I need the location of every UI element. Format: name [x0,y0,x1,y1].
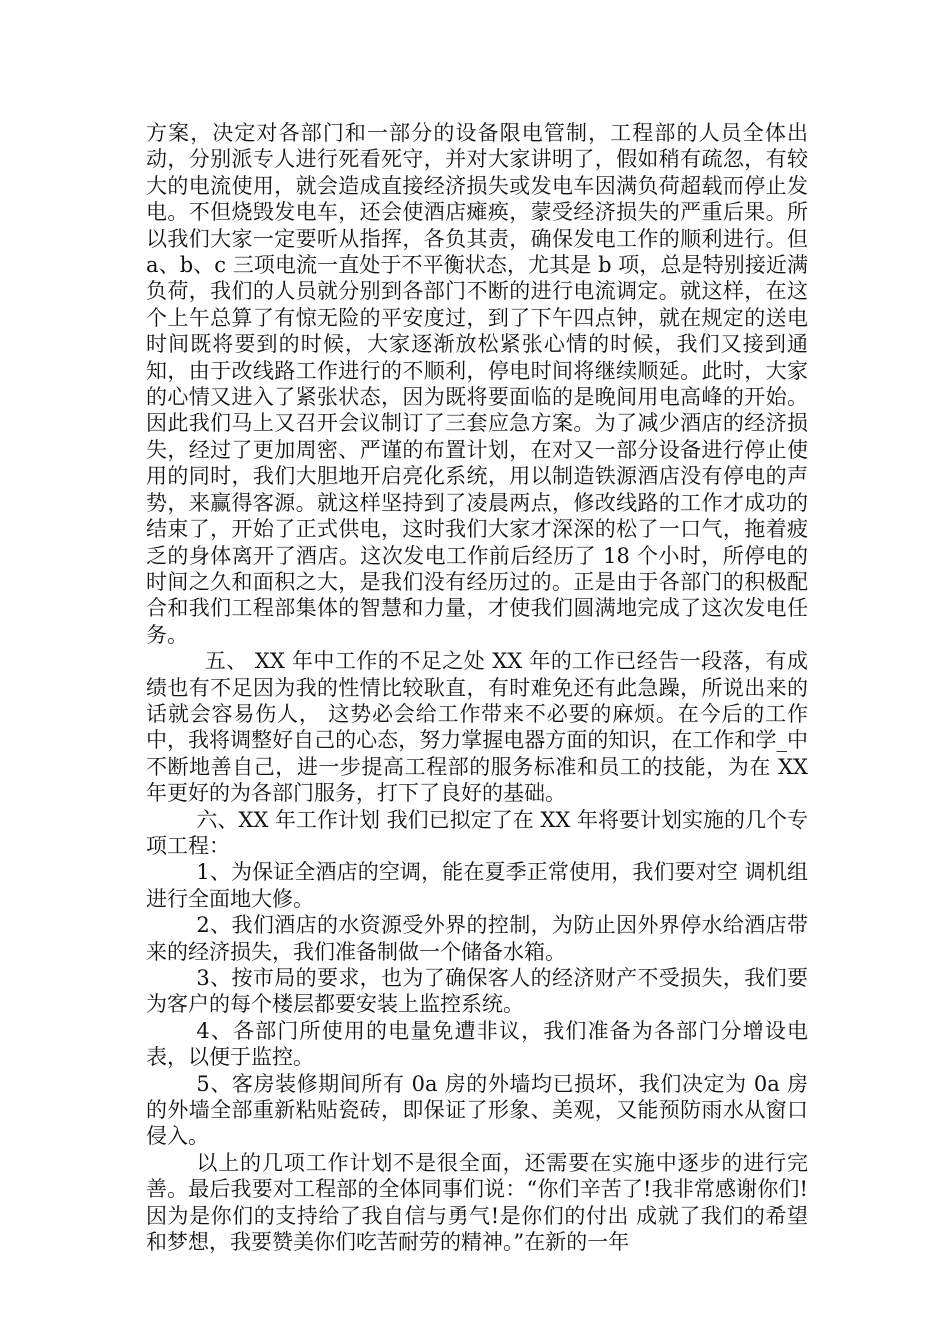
paragraph-power-generation: 方案，决定对各部门和一部分的设备限电管制，工程部的人员全体出动，分别派专人进行死看死守，并对大家讲明了，假如稍有疏忽，有较大的电流使用，就会造成直接经济损失或发电车因满负荷超载而停止发电。不但烧毁发电车，还会使酒店瘫痪，蒙受经济损失的严重后果。所以我们大家一定要听从指挥，各负其责，确保发电工作的顺利进行。但 a、b、c 三项电流一直处于不平衡状态，尤其是 b 项，总是特别接近满负荷，我们的人员就分别到各部门不断的进行电流调定。就这样，在这个上午总算了有惊无险的平安度过，到了下午四点钟，就在规定的送电时间既将要到的时候，大家逐渐放松紧张心情的时候，我们又接到通知，由于改线路工作进行的不顺利，停电时间将继续顺延。此时，大家的心情又进入了紧张状态，因为既将要面临的是晚间用电高峰的开始。因此我们马上又召开会议制订了三套应急方案。为了减少酒店的经济损失，经过了更加周密、严谨的布置计划，在对又一部分设备进行停止使用的同时，我们大胆地开启亮化系统，用以制造铁源酒店没有停电的声势，来赢得客源。就这样坚持到了凌晨两点，修改线路的工作才成功的结束了，开始了正式供电，这时我们大家才深深的松了一口气，拖着疲乏的身体离开了酒店。这次发电工作前后经历了 18 个小时，所停电的时间之久和面积之大，是我们没有经历过的。正是由于各部门的积极配合和我们工程部集体的智慧和力量，才使我们圆满地完成了这次发电任务。 [146,121,808,647]
document-body [146,120,808,1255]
plan-item-4: 4、各部门所使用的电量免遭非议，我们准备为各部门分增设电表，以便于监控。 [146,1018,808,1070]
paragraph-section-six: 六、XX 年工作计划 我们已拟定了在 XX 年将要计划实施的几个专项工程： [146,807,808,858]
paragraph-section-five: 五、 XX 年中工作的不足之处 XX 年的工作已经告一段落，有成绩也有不足因为我的性情比较耿直，有时难免还有此急躁，所说出来的话就会容易伤人， 这势必会给工作带来不必要的麻烦。在今后的工作中，我将调整好自己的心态，努力掌握电器方面的知识，在工作和学_中不断地善自己，进一步提高工程部的服务标准和员工的技能，为在 XX 年更好的为各部门服务，打下了良好的基础。 [146,649,808,806]
plan-item-1: 1、为保证全酒店的空调，能在夏季正常使用，我们要对空 调机组进行全面地大修。 [146,860,808,911]
paragraph-closing: 以上的几项工作计划不是很全面，还需要在实施中逐步的进行完善。最后我要对工程部的全体同事们说：“你们辛苦了!我非常感谢你们!因为是你们的支持给了我自信与勇气!是你们的付出 成就了我们的希望和梦想，我要赞美你们吃苦耐劳的精神。”在新的一年 [146,1150,808,1255]
plan-item-2: 2、我们酒店的水资源受外界的控制，为防止因外界停水给酒店带来的经济损失，我们准备制做一个储备水箱。 [146,913,808,964]
plan-item-3: 3、按市局的要求，也为了确保客人的经济财产不受损失，我们要为客户的每个楼层都要安装上监控系统。 [146,966,808,1017]
plan-item-5: 5、客房装修期间所有 0a 房的外墙均已损坏，我们决定为 0a 房的外墙全部重新粘贴瓷砖，即保证了形象、美观，又能预防雨水从窗口侵入。 [146,1071,808,1149]
